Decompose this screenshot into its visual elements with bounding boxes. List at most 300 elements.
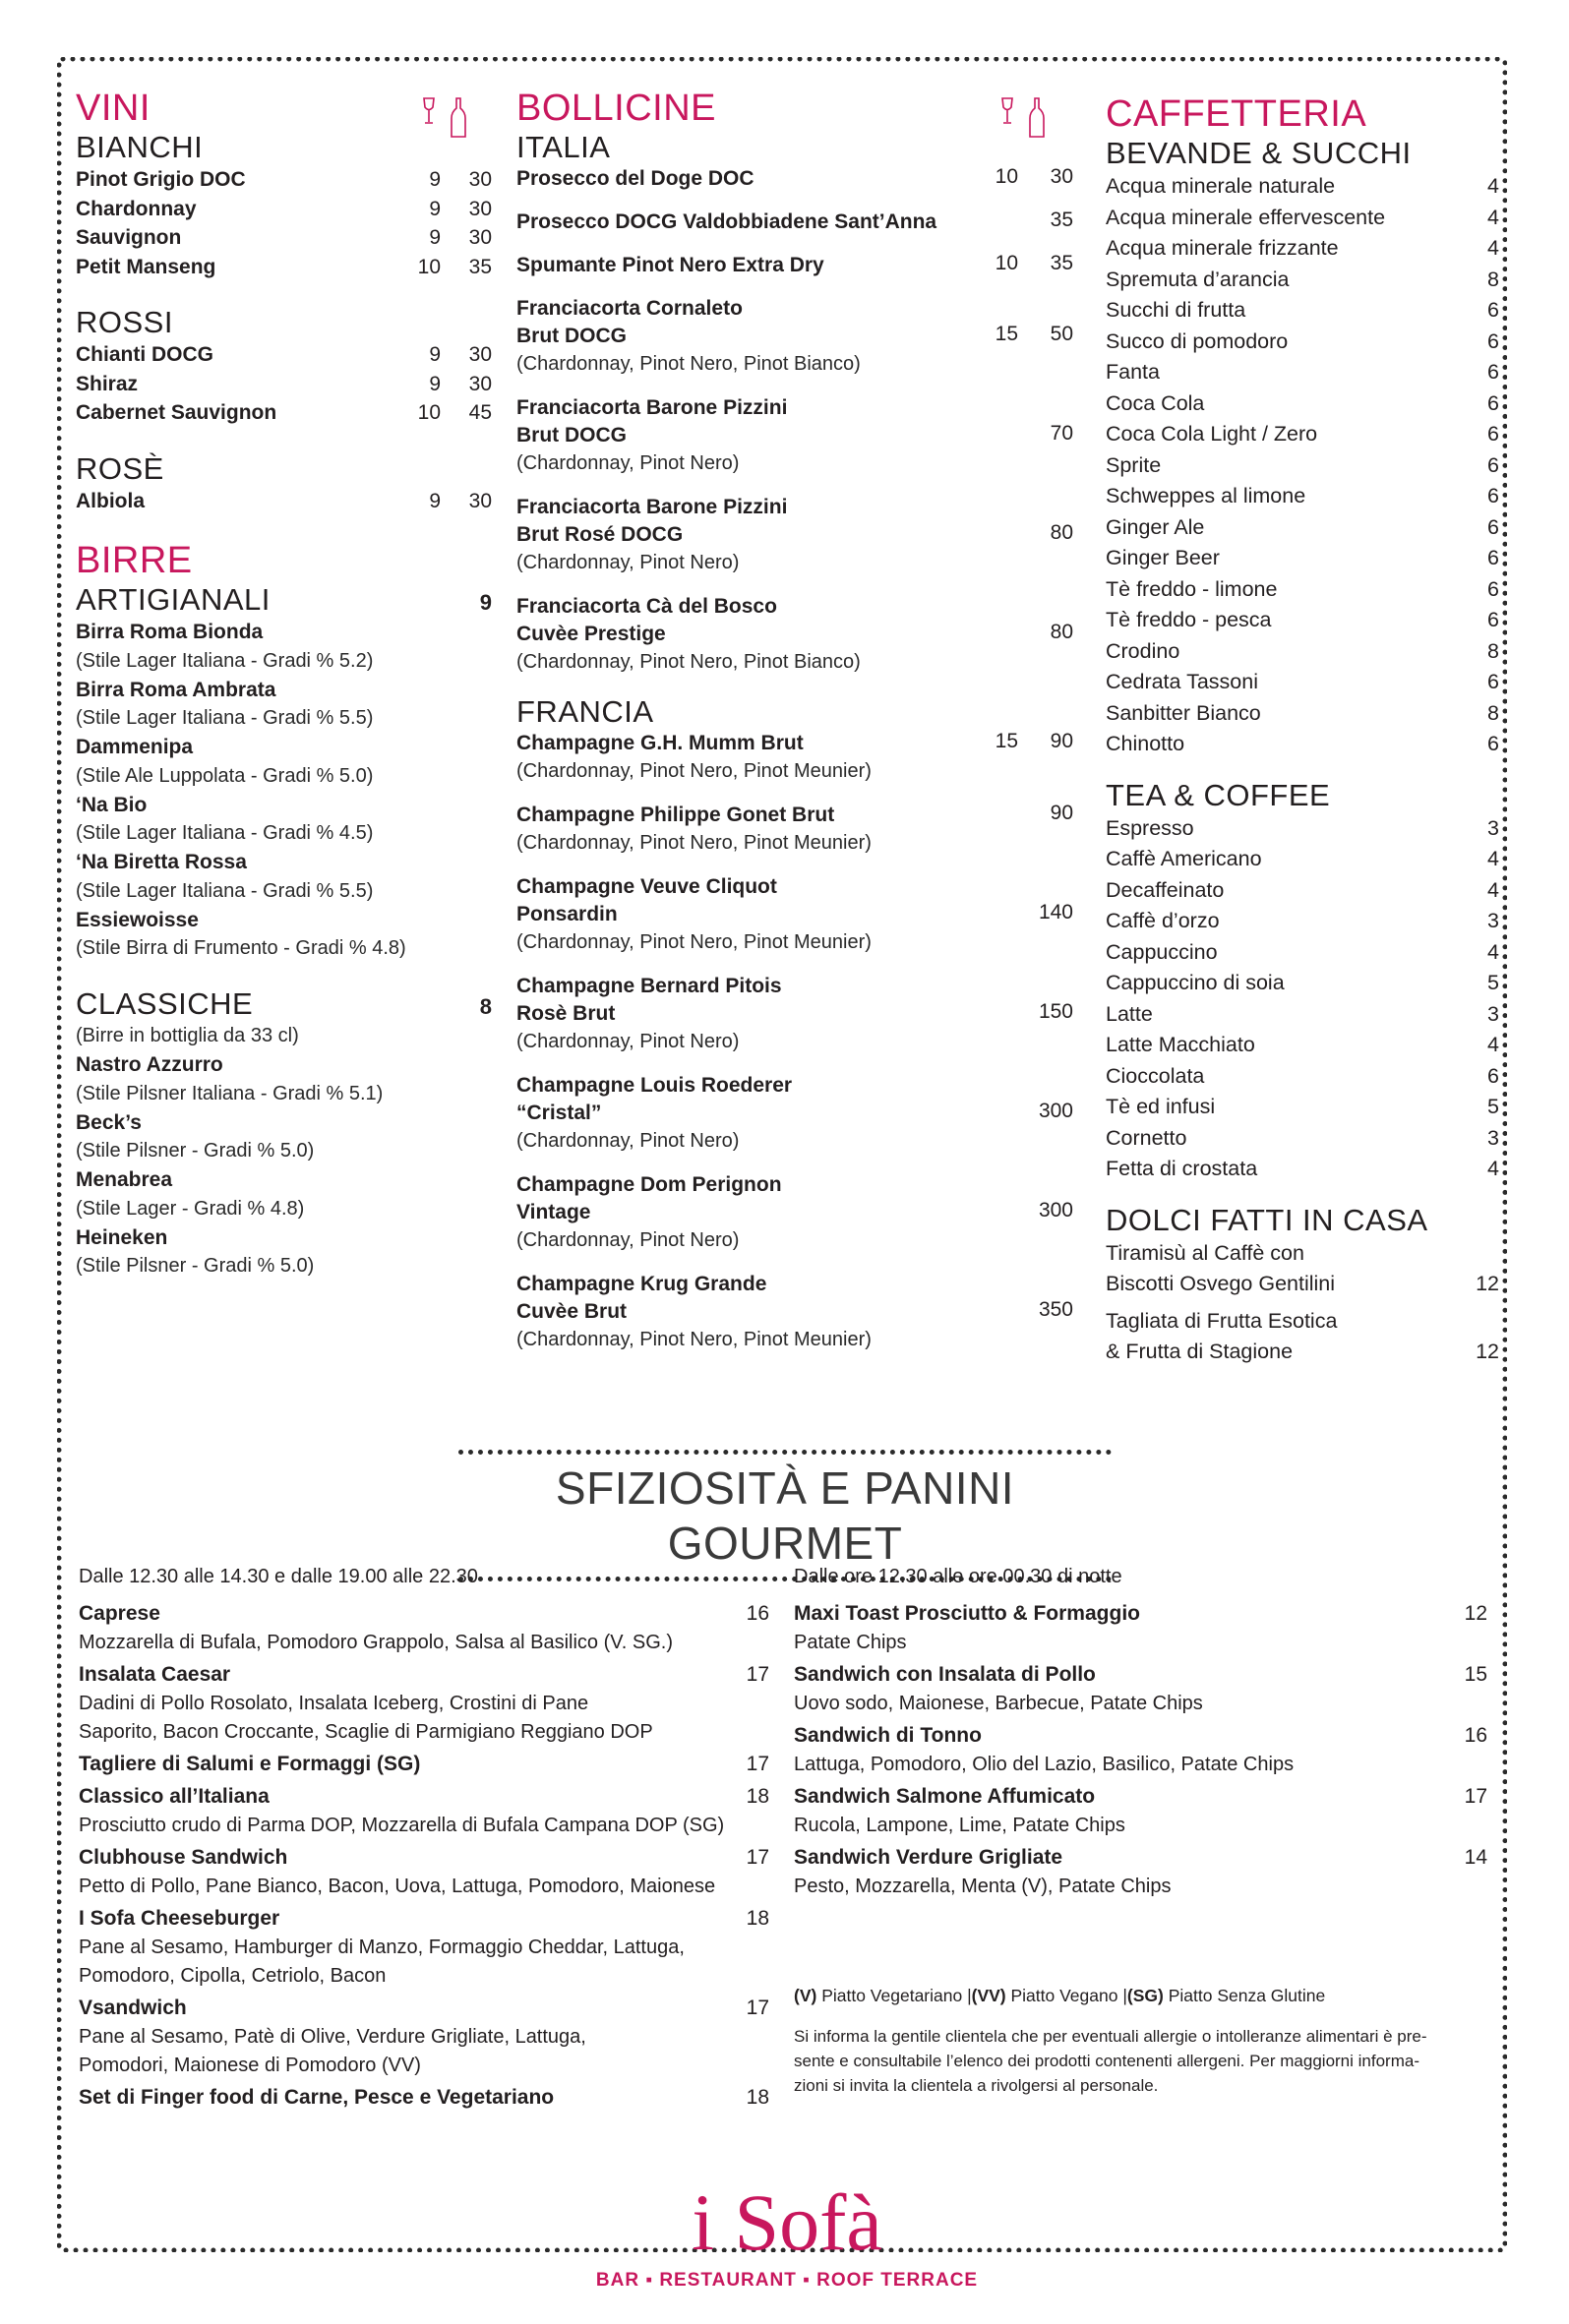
glass-price: 9 xyxy=(429,343,441,366)
bottle-price: 70 xyxy=(1050,422,1073,445)
list-item xyxy=(76,370,492,399)
item-name: Sanbitter Bianco xyxy=(1106,700,1261,725)
item-name: Clubhouse Sandwich xyxy=(79,1846,288,1869)
list-item xyxy=(76,1223,492,1253)
legend-sg: (SG) xyxy=(1126,1986,1164,2005)
list-item xyxy=(794,1782,1487,1840)
item-name: Menabrea xyxy=(76,1168,173,1191)
dolci-title: DOLCI FATTI IN CASA xyxy=(1106,1202,1428,1237)
list-item xyxy=(516,394,1073,478)
brand-tagline: BAR ▪ RESTAURANT ▪ ROOF TERRACE xyxy=(595,2270,979,2291)
item-price: 4 xyxy=(1487,847,1499,870)
item-price: 3 xyxy=(1487,815,1499,840)
item-name: Cabernet Sauvignon xyxy=(76,401,277,424)
tea-list xyxy=(1106,813,1499,1185)
list-item xyxy=(79,1599,769,1657)
item-price: 3 xyxy=(1487,909,1499,932)
allergy-line: Si informa la gentile clientela che per eventuali allergie o intolleranze alimentari è pre- xyxy=(794,2027,1427,2046)
wine-glass-icon xyxy=(422,96,436,126)
bottle-price: 300 xyxy=(1038,1199,1073,1222)
item-description: Rucola, Lampone, Lime, Patate Chips xyxy=(794,1815,1125,1836)
sfiziosita-title: SFIZIOSITÀ E PANINI GOURMET xyxy=(555,1462,1015,1569)
glass-price xyxy=(979,802,1018,825)
wine-glass-icon xyxy=(1000,96,1014,126)
list-item xyxy=(1106,999,1499,1031)
item-note: (Stile Lager Italiana - Gradi % 4.5) xyxy=(76,822,374,844)
bottle-price: 140 xyxy=(1038,901,1073,924)
list-item xyxy=(1106,327,1499,358)
glass-price xyxy=(979,621,1018,644)
item-name-line2: Cuvèe Prestige xyxy=(516,623,666,645)
item-prices xyxy=(979,1298,1073,1322)
item-description: Saporito, Bacon Croccante, Scaglie di Parmigiano Reggiano DOP xyxy=(79,1721,653,1743)
item-price: 4 xyxy=(1487,205,1499,229)
italia-list xyxy=(516,165,1073,677)
item-description: Pomodoro, Cipolla, Cetriolo, Bacon xyxy=(79,1965,387,1987)
item-name: Set di Finger food di Carne, Pesce e Vegetariano xyxy=(79,2086,555,2109)
bottle-price: 30 xyxy=(468,197,492,220)
item-name: Ginger Beer xyxy=(1106,546,1220,569)
item-line xyxy=(1106,1337,1499,1368)
item-header xyxy=(794,1599,1487,1629)
list-item xyxy=(76,1050,492,1080)
allergy-notice xyxy=(794,2024,1482,2098)
glass-price xyxy=(979,521,1018,545)
list-item xyxy=(79,1782,769,1840)
francia-list xyxy=(516,730,1073,1354)
item-price: 6 xyxy=(1487,422,1499,446)
list-item xyxy=(76,487,492,516)
list-item xyxy=(516,209,1073,236)
legend-sg-label: Piatto Senza Glutine xyxy=(1163,1986,1326,2005)
item-name: Dammenipa xyxy=(76,736,194,758)
bevande-title: BEVANDE & SUCCHI xyxy=(1106,136,1412,170)
item-name: Caffè Americano xyxy=(1106,847,1262,870)
italia-title: ITALIA xyxy=(516,130,611,164)
item-line xyxy=(1106,1238,1499,1270)
item-name: Spumante Pinot Nero Extra Dry xyxy=(516,254,824,276)
list-item xyxy=(516,494,1073,577)
item-name: Pinot Grigio DOC xyxy=(76,168,246,191)
item-prices xyxy=(979,802,1073,825)
list-item xyxy=(1106,968,1499,999)
item-prices xyxy=(979,323,1073,346)
bottle-price: 35 xyxy=(468,255,492,278)
list-item xyxy=(516,1271,1073,1354)
panini-left-list xyxy=(79,1599,769,2113)
glass-price xyxy=(979,901,1018,924)
list-item xyxy=(794,1843,1487,1901)
item-name: Insalata Caesar xyxy=(79,1663,231,1686)
bottle-price: 300 xyxy=(1038,1100,1073,1122)
item-name: Sandwich Salmone Affumicato xyxy=(794,1785,1096,1808)
item-name-line2: Brut DOCG xyxy=(516,424,627,447)
item-prices xyxy=(979,165,1073,189)
item-note: (Chardonnay, Pinot Nero) xyxy=(516,452,740,474)
item-price: 6 xyxy=(1487,452,1499,477)
list-item xyxy=(1106,1092,1499,1123)
item-name: Coca Cola xyxy=(1106,390,1205,415)
list-item xyxy=(1106,667,1499,698)
glass-price xyxy=(979,1100,1018,1123)
item-name-line2: Brut DOCG xyxy=(516,325,627,347)
item-note: (Chardonnay, Pinot Nero, Pinot Bianco) xyxy=(516,353,861,375)
list-item xyxy=(1106,1306,1499,1368)
item-header xyxy=(79,1660,769,1690)
list-item xyxy=(1106,1030,1499,1061)
legend-vv-label: Piatto Vegano | xyxy=(1005,1986,1127,2005)
item-prices xyxy=(979,901,1073,924)
item-price: 3 xyxy=(1487,1001,1499,1026)
item-name: Cioccolata xyxy=(1106,1063,1205,1088)
list-item xyxy=(516,802,1073,858)
caffetteria-column xyxy=(1106,87,1499,1374)
glass-price: 9 xyxy=(429,489,441,512)
item-header xyxy=(794,1782,1487,1812)
item-note: (Chardonnay, Pinot Nero) xyxy=(516,1229,740,1251)
legend-v-label: Piatto Vegetariano | xyxy=(816,1986,972,2005)
item-price: 6 xyxy=(1487,390,1499,415)
item-name: Vsandwich xyxy=(79,1996,187,2019)
item-price: 16 xyxy=(1464,1724,1487,1747)
list-item xyxy=(1106,388,1499,420)
glass-bottle-header xyxy=(1000,96,1046,140)
bottle-price: 90 xyxy=(1050,802,1073,824)
list-item xyxy=(1106,512,1499,544)
list-item xyxy=(76,906,492,935)
item-name: Champagne Veuve Cliquot xyxy=(516,875,777,898)
artigianali-title: ARTIGIANALI xyxy=(76,582,271,617)
bianchi-list xyxy=(76,165,492,281)
item-note: (Stile Ale Luppolata - Gradi % 5.0) xyxy=(76,764,374,787)
item-header xyxy=(794,1660,1487,1690)
item-name: Sprite xyxy=(1106,452,1162,477)
bollicine-column xyxy=(516,87,1073,1370)
item-name: Franciacorta Barone Pizzini xyxy=(516,496,788,518)
item-note: (Stile Birra di Frumento - Gradi % 4.8) xyxy=(76,937,406,959)
francia-title: FRANCIA xyxy=(516,694,654,729)
item-note: (Chardonnay, Pinot Nero, Pinot Meunier) xyxy=(516,1329,872,1350)
glass-price xyxy=(979,1298,1018,1322)
item-name: Succhi di frutta xyxy=(1106,298,1246,322)
item-note: (Stile Pilsner Italiana - Gradi % 5.1) xyxy=(76,1082,384,1104)
item-header xyxy=(79,2083,769,2113)
item-name: Albiola xyxy=(76,489,146,512)
item-name-line2: Brut Rosé DOCG xyxy=(516,523,684,546)
item-price: 17 xyxy=(746,1663,769,1686)
list-item xyxy=(79,1660,769,1747)
glass-bottle-header xyxy=(422,96,467,140)
item-price: 8 xyxy=(1487,267,1499,291)
list-item xyxy=(79,2083,769,2113)
list-item xyxy=(79,1994,769,2080)
bottle-price: 30 xyxy=(468,226,492,249)
item-price: 15 xyxy=(1464,1663,1487,1686)
item-prices xyxy=(979,521,1073,545)
list-item xyxy=(76,791,492,820)
item-header xyxy=(79,1843,769,1873)
bottle-price: 80 xyxy=(1050,521,1073,544)
item-prices xyxy=(979,422,1073,446)
item-name: Beck’s xyxy=(76,1110,142,1134)
classiche-subtitle: (Birre in bottiglia da 33 cl) xyxy=(76,1025,299,1046)
list-item xyxy=(76,253,492,282)
item-name: Ginger Ale xyxy=(1106,514,1205,539)
legend-v: (V) xyxy=(794,1986,817,2005)
list-item xyxy=(76,223,492,253)
item-name: Classico all’Italiana xyxy=(79,1785,270,1808)
item-name: Sandwich Verdure Grigliate xyxy=(794,1846,1063,1869)
item-price: 4 xyxy=(1487,1033,1499,1056)
item-name: Latte xyxy=(1106,1001,1153,1026)
glass-price: 10 xyxy=(417,401,441,424)
bevande-list xyxy=(1106,171,1499,760)
item-price: 4 xyxy=(1487,1157,1499,1180)
list-item xyxy=(79,1750,769,1779)
item-name: Petit Manseng xyxy=(76,255,216,278)
item-price: 5 xyxy=(1487,1095,1499,1118)
bottle-price: 90 xyxy=(1050,730,1073,752)
item-price: 18 xyxy=(746,1785,769,1808)
item-name-line2: “Cristal” xyxy=(516,1102,602,1124)
item-price: 6 xyxy=(1487,484,1499,507)
caffetteria-title: CAFFETTERIA xyxy=(1106,93,1367,135)
item-header xyxy=(79,1994,769,2023)
brand-logo: i Sofà xyxy=(692,2177,882,2267)
item-line xyxy=(1106,1306,1499,1338)
list-item xyxy=(1106,543,1499,574)
item-note: (Stile Lager Italiana - Gradi % 5.5) xyxy=(76,707,374,729)
item-header xyxy=(794,1843,1487,1873)
item-note: (Stile Lager Italiana - Gradi % 5.5) xyxy=(76,879,374,902)
item-price: 17 xyxy=(746,1753,769,1775)
item-name: Sauvignon xyxy=(76,226,182,249)
glass-price: 9 xyxy=(429,168,441,191)
list-item xyxy=(1106,605,1499,636)
list-item xyxy=(76,165,492,195)
classiche-header xyxy=(76,986,492,1022)
glass-price: 9 xyxy=(429,226,441,249)
bottle-price: 30 xyxy=(468,489,492,512)
list-item xyxy=(1106,906,1499,937)
item-price: 12 xyxy=(1464,1602,1487,1625)
list-item xyxy=(1106,265,1499,296)
list-item xyxy=(516,1171,1073,1255)
item-prices xyxy=(979,209,1073,232)
item-name: Tè freddo - pesca xyxy=(1106,608,1272,631)
dolci-list xyxy=(1106,1238,1499,1368)
item-header xyxy=(79,1782,769,1812)
rossi-title: ROSSI xyxy=(76,305,173,339)
item-name-line2: Biscotti Osvego Gentilini xyxy=(1106,1272,1336,1295)
list-item xyxy=(76,340,492,370)
artigianali-price: 9 xyxy=(479,590,492,615)
item-name: Franciacorta Cà del Bosco xyxy=(516,595,777,618)
list-item xyxy=(794,1599,1487,1657)
item-note: (Chardonnay, Pinot Nero, Pinot Bianco) xyxy=(516,651,861,673)
item-description: Prosciutto crudo di Parma DOP, Mozzarella di Bufala Campana DOP (SG) xyxy=(79,1815,725,1836)
item-name: Champagne G.H. Mumm Brut xyxy=(516,732,804,754)
item-name: Franciacorta Barone Pizzini xyxy=(516,396,788,419)
list-item xyxy=(76,1165,492,1195)
artigianali-list xyxy=(76,618,492,963)
list-item xyxy=(516,973,1073,1056)
item-price: 3 xyxy=(1487,1125,1499,1150)
list-item xyxy=(1106,203,1499,234)
item-note: (Stile Lager Italiana - Gradi % 5.2) xyxy=(76,649,374,672)
item-name: Latte Macchiato xyxy=(1106,1033,1255,1056)
list-item xyxy=(1106,636,1499,668)
list-item xyxy=(516,730,1073,786)
item-name: Cedrata Tassoni xyxy=(1106,670,1258,693)
list-item xyxy=(1106,419,1499,450)
rose-title: ROSÈ xyxy=(76,450,164,486)
tea-title: TEA & COFFEE xyxy=(1106,777,1331,812)
bottle-price: 35 xyxy=(1050,209,1073,231)
list-item xyxy=(1106,171,1499,203)
item-name: Tagliata di Frutta Esotica xyxy=(1106,1308,1338,1333)
list-item xyxy=(516,165,1073,193)
item-note: (Chardonnay, Pinot Nero, Pinot Meunier) xyxy=(516,832,872,854)
item-price: 12 xyxy=(1476,1272,1499,1295)
diet-legend xyxy=(794,1984,1487,2008)
item-prices xyxy=(979,1199,1073,1222)
item-prices xyxy=(979,1100,1073,1123)
item-price: 4 xyxy=(1487,939,1499,964)
list-item xyxy=(1106,1123,1499,1155)
item-header xyxy=(79,1750,769,1779)
item-name: ‘Na Bio xyxy=(76,793,148,816)
list-item xyxy=(794,1721,1487,1779)
list-item xyxy=(1106,698,1499,730)
item-note: (Stile Pilsner - Gradi % 5.0) xyxy=(76,1255,315,1277)
classiche-list xyxy=(76,1022,492,1281)
item-price: 6 xyxy=(1487,328,1499,353)
glass-price xyxy=(979,1000,1018,1024)
item-price: 16 xyxy=(746,1602,769,1625)
list-item xyxy=(1106,574,1499,606)
item-name: Nastro Azzurro xyxy=(76,1053,223,1076)
item-name: Prosecco DOCG Valdobbiadene Sant’Anna xyxy=(516,210,937,233)
item-price: 6 xyxy=(1487,298,1499,322)
item-price: 6 xyxy=(1487,670,1499,693)
item-name: Spremuta d’arancia xyxy=(1106,267,1290,291)
bottle-price: 30 xyxy=(468,168,492,191)
item-name: Caprese xyxy=(79,1602,160,1625)
list-item xyxy=(1106,937,1499,969)
item-description: Pane al Sesamo, Hamburger di Manzo, Formaggio Cheddar, Lattuga, xyxy=(79,1937,685,1958)
item-name: I Sofa Cheeseburger xyxy=(79,1907,280,1930)
item-name: Espresso xyxy=(1106,815,1194,840)
item-note: (Chardonnay, Pinot Nero) xyxy=(516,1031,740,1052)
legend-vv: (VV) xyxy=(971,1986,1006,2005)
allergy-line: sente e consultabile l’elenco dei prodotti contenenti allergeni. Per maggiorni informa- xyxy=(794,2052,1419,2070)
panini-right-list xyxy=(794,1599,1487,1901)
bottle-price: 80 xyxy=(1050,621,1073,643)
classiche-title: CLASSICHE xyxy=(76,986,254,1021)
bottle-price: 30 xyxy=(468,343,492,366)
item-name-line2: Vintage xyxy=(516,1201,591,1223)
wine-bottle-icon xyxy=(1028,96,1046,140)
glass-price: 9 xyxy=(429,372,441,395)
list-item xyxy=(516,873,1073,957)
list-item xyxy=(1106,729,1499,760)
item-name-line2: Rosè Brut xyxy=(516,1002,616,1025)
item-name: Acqua minerale naturale xyxy=(1106,174,1336,198)
item-name: Prosecco del Doge DOC xyxy=(516,167,754,190)
bottle-price: 50 xyxy=(1050,323,1073,345)
item-name: Tè freddo - limone xyxy=(1106,576,1278,601)
item-price: 18 xyxy=(746,2086,769,2109)
item-name: Essiewoisse xyxy=(76,908,199,931)
item-price: 17 xyxy=(746,1996,769,2019)
item-description: Lattuga, Pomodoro, Olio del Lazio, Basilico, Patate Chips xyxy=(794,1754,1295,1775)
bottle-price: 30 xyxy=(468,372,492,395)
item-name: Shiraz xyxy=(76,372,139,395)
list-item xyxy=(1106,450,1499,482)
list-item xyxy=(516,593,1073,677)
hours-text: Dalle ore 12.30 alle ore 00.30 di notte xyxy=(794,1566,1122,1587)
item-name: Cappuccino di soia xyxy=(1106,971,1285,994)
list-item xyxy=(1106,875,1499,907)
item-note: (Stile Pilsner - Gradi % 5.0) xyxy=(76,1140,315,1162)
bollicine-title: BOLLICINE xyxy=(516,88,717,129)
item-description: Mozzarella di Bufala, Pomodoro Grappolo, Salsa al Basilico (V. SG.) xyxy=(79,1632,673,1653)
item-name: Chardonnay xyxy=(76,197,197,220)
vini-birre-column xyxy=(76,87,492,1281)
classiche-price: 8 xyxy=(479,994,492,1019)
item-note: (Stile Lager - Gradi % 4.8) xyxy=(76,1197,305,1220)
item-price: 4 xyxy=(1487,877,1499,902)
item-price: 18 xyxy=(746,1907,769,1930)
item-description: Pane al Sesamo, Patè di Olive, Verdure Grigliate, Lattuga, xyxy=(79,2026,586,2048)
item-name: Maxi Toast Prosciutto & Formaggio xyxy=(794,1602,1140,1625)
item-price: 14 xyxy=(1464,1846,1487,1869)
item-prices xyxy=(979,621,1073,644)
bottle-price: 150 xyxy=(1038,1000,1073,1023)
item-price: 5 xyxy=(1487,971,1499,994)
bottle-price: 35 xyxy=(1050,252,1073,274)
item-header xyxy=(79,1904,769,1934)
item-name: Franciacorta Cornaleto xyxy=(516,297,743,320)
list-item xyxy=(76,618,492,647)
item-name-line2: Cuvèe Brut xyxy=(516,1300,628,1323)
rossi-list xyxy=(76,340,492,428)
list-item xyxy=(516,1072,1073,1156)
item-description: Dadini di Pollo Rosolato, Insalata Iceberg, Crostini di Pane xyxy=(79,1693,589,1714)
item-price: 17 xyxy=(746,1846,769,1869)
item-name: Champagne Krug Grande xyxy=(516,1273,767,1295)
item-name: Coca Cola Light / Zero xyxy=(1106,422,1318,446)
item-name: Sandwich con Insalata di Pollo xyxy=(794,1663,1096,1686)
item-name: Tiramisù al Caffè con xyxy=(1106,1240,1304,1265)
item-note: (Chardonnay, Pinot Nero, Pinot Meunier) xyxy=(516,760,872,782)
item-name: Fetta di crostata xyxy=(1106,1157,1258,1180)
list-item xyxy=(1106,844,1499,875)
item-name: Cornetto xyxy=(1106,1125,1187,1150)
item-name: Succo di pomodoro xyxy=(1106,328,1289,353)
glass-price: 15 xyxy=(995,730,1018,752)
glass-price xyxy=(979,422,1018,446)
item-name: Champagne Louis Roederer xyxy=(516,1074,793,1097)
list-item xyxy=(1106,1238,1499,1300)
item-header xyxy=(794,1721,1487,1751)
item-name: Chinotto xyxy=(1106,732,1185,755)
item-price: 6 xyxy=(1487,514,1499,539)
list-item xyxy=(1106,357,1499,388)
item-description: Pesto, Mozzarella, Menta (V), Patate Chips xyxy=(794,1876,1172,1897)
wine-bottle-icon xyxy=(450,96,467,140)
